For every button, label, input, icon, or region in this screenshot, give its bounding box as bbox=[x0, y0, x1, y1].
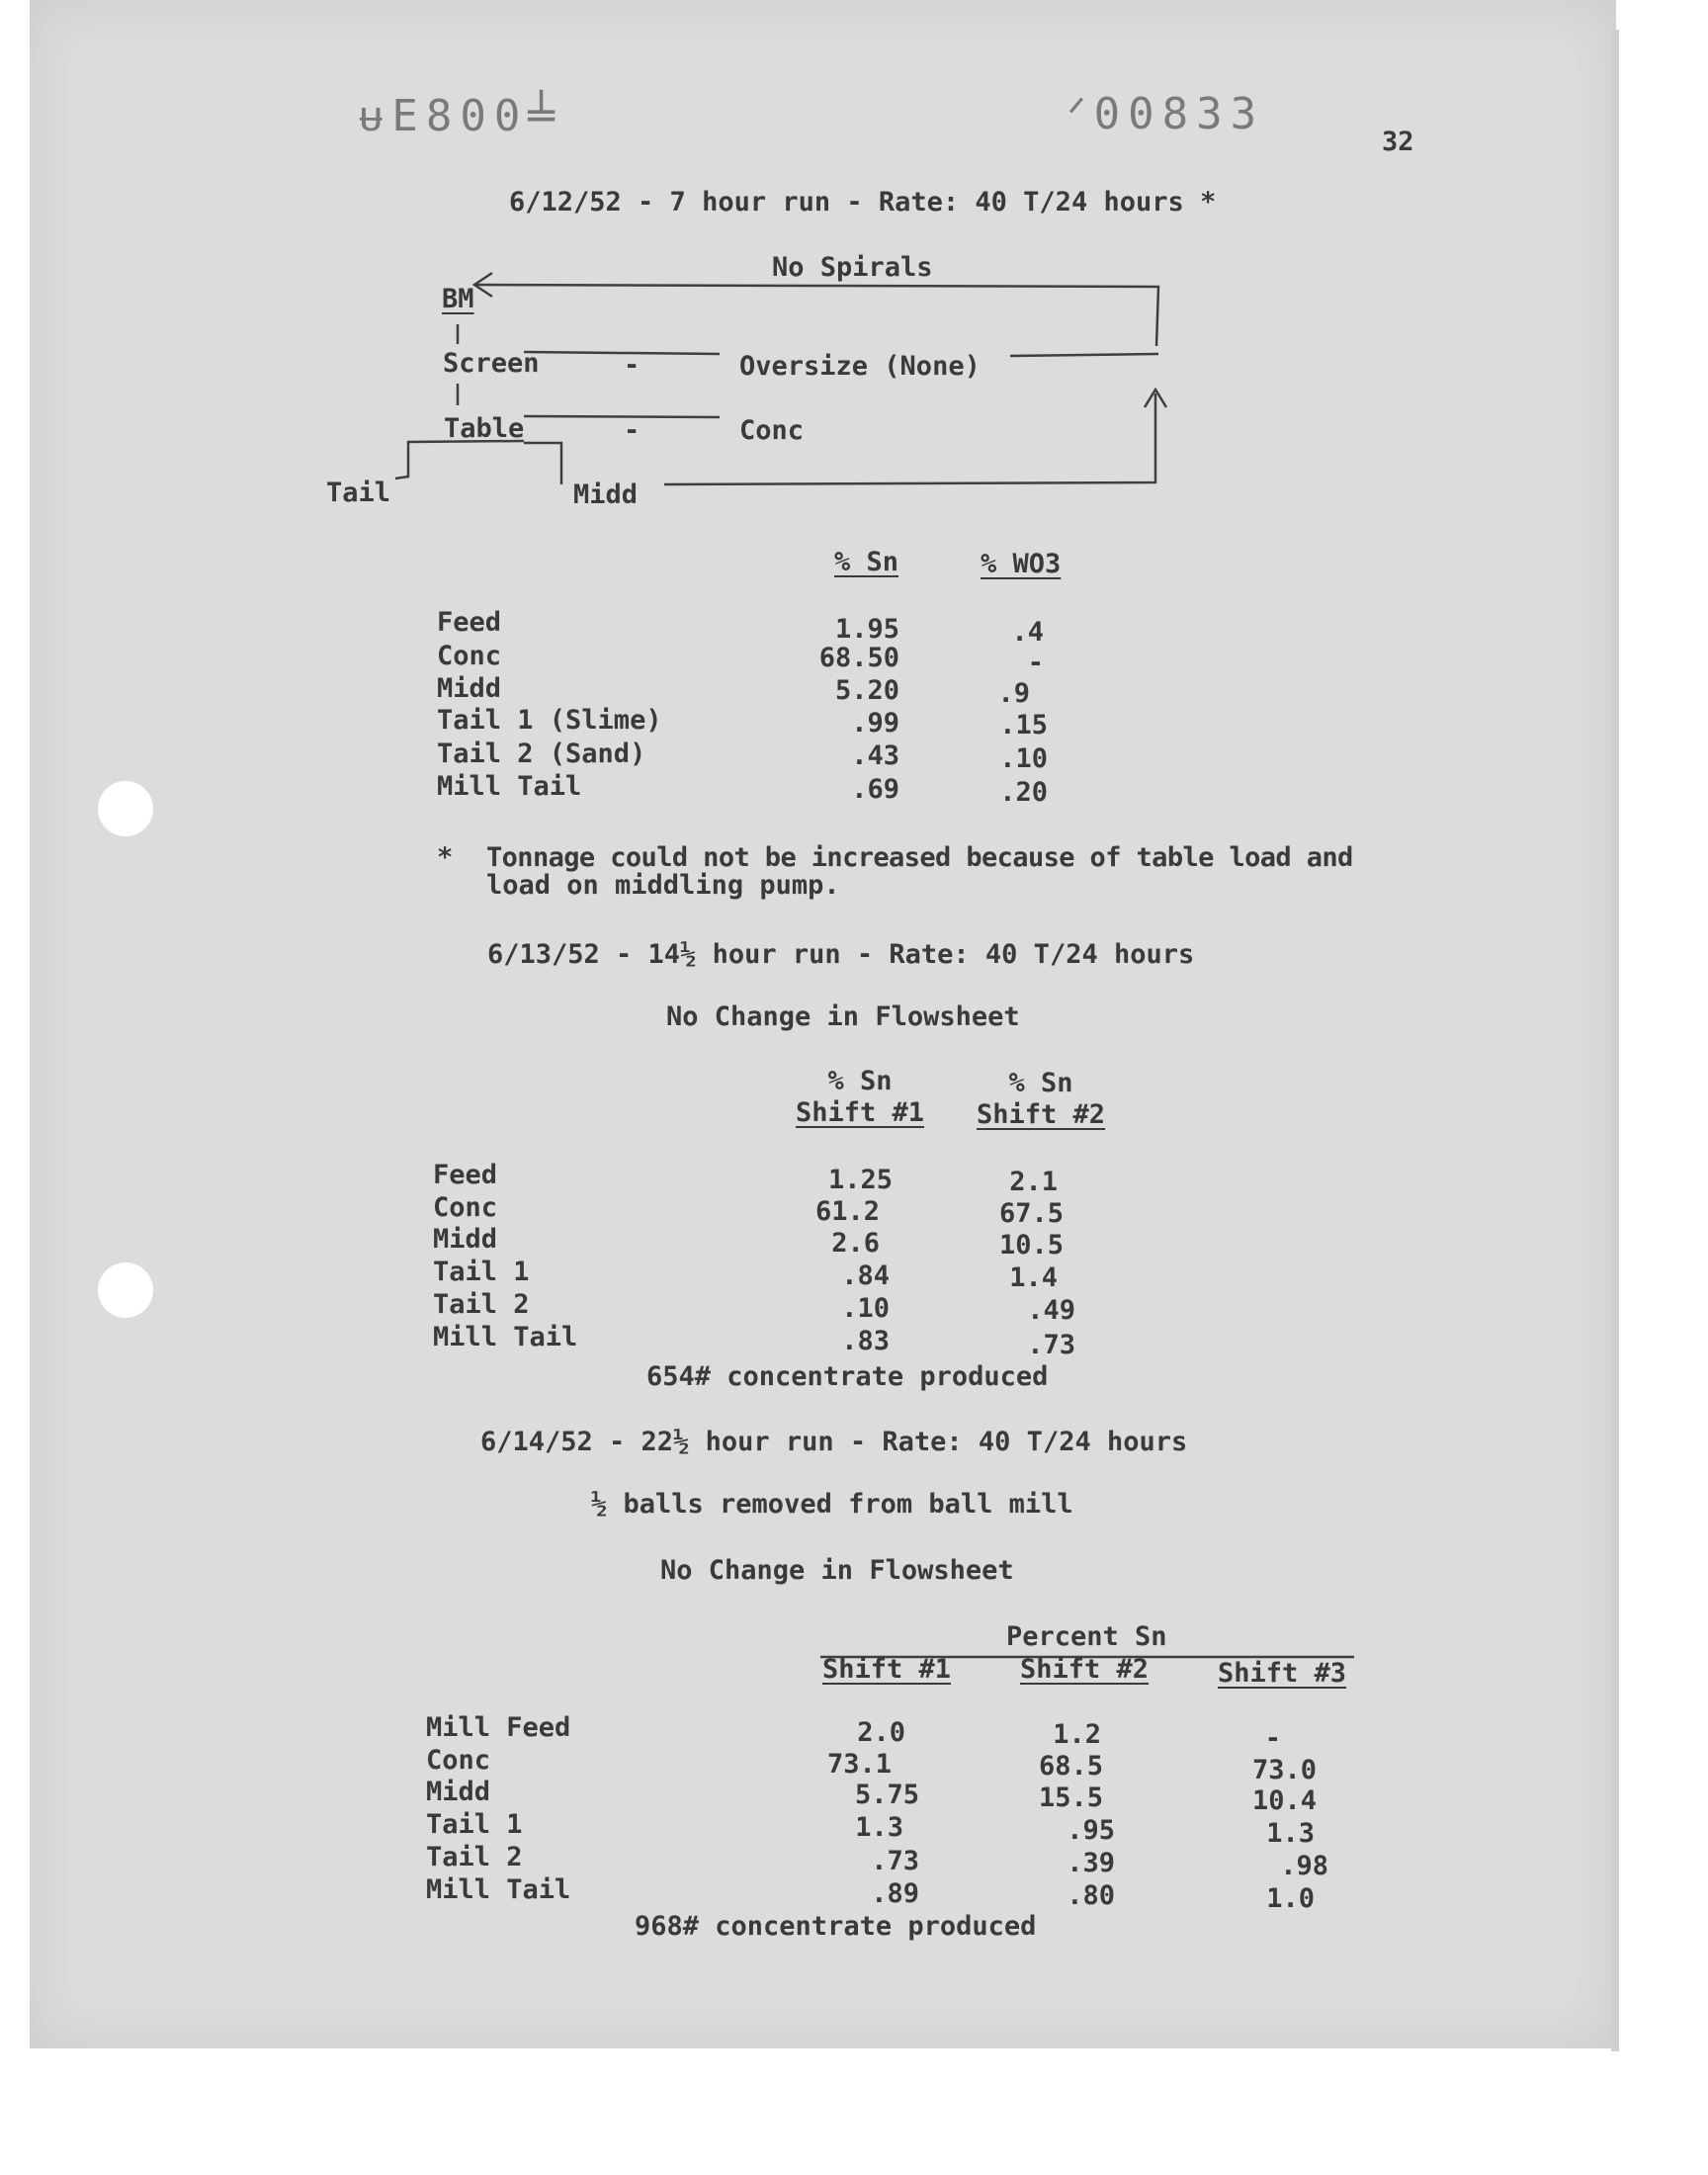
table1-wo3-value: .15 bbox=[999, 710, 1048, 740]
table3-header-shift1: Shift #1 bbox=[821, 1654, 952, 1685]
table2-header-col2-bottom: Shift #2 bbox=[977, 1099, 1106, 1130]
table2-shift1-value: .10 bbox=[841, 1293, 890, 1324]
table1-sn-value: .43 bbox=[851, 740, 899, 771]
table1-row-label: Conc bbox=[437, 641, 502, 671]
table1-wo3-value: .20 bbox=[999, 777, 1048, 808]
table2-shift2-value: 2.1 bbox=[1009, 1167, 1058, 1197]
table3-shift2-value: 68.5 bbox=[1038, 1751, 1103, 1782]
footnote-mark: * bbox=[437, 842, 454, 873]
flow-midd: Midd bbox=[573, 479, 639, 510]
table3-shift1-value: 2.0 bbox=[857, 1717, 905, 1748]
flow-table: Table bbox=[444, 413, 525, 444]
section1-title: 6/12/52 - 7 hour run - Rate: 40 T/24 hours * bbox=[509, 187, 1217, 218]
table2-shift1-value: 2.6 bbox=[831, 1228, 880, 1259]
flow-oversize: Oversize (None) bbox=[739, 351, 981, 382]
table1-row-label: Tail 1 (Slime) bbox=[437, 705, 662, 736]
table2-shift1-value: .84 bbox=[841, 1261, 890, 1291]
table2-row-label: Tail 1 bbox=[433, 1257, 530, 1287]
table3-row-label: Conc bbox=[426, 1745, 491, 1776]
section3-title: 6/14/52 - 22½ hour run - Rate: 40 T/24 hours bbox=[480, 1427, 1188, 1457]
table3-shift3-value: 10.4 bbox=[1251, 1785, 1317, 1816]
table3-shift1-value: 1.3 bbox=[855, 1812, 903, 1843]
table3-row-label: Mill Tail bbox=[426, 1874, 571, 1905]
table3-shift2-value: .39 bbox=[1067, 1848, 1115, 1878]
section3-subtitle: No Change in Flowsheet bbox=[660, 1555, 1014, 1586]
footnote-line-2: load on middling pump. bbox=[486, 870, 840, 901]
table3-shift3-value: 1.0 bbox=[1266, 1883, 1315, 1914]
document-stamp-right: ᐟ00833 bbox=[1068, 89, 1265, 139]
table3-shift2-value: .80 bbox=[1067, 1880, 1115, 1911]
flow-bm: BM bbox=[442, 284, 474, 314]
flow-screen-dash: - bbox=[624, 350, 640, 381]
table3-row-label: Tail 1 bbox=[426, 1809, 523, 1840]
section3-note: 968# concentrate produced bbox=[635, 1911, 1037, 1942]
table2-shift2-value: .73 bbox=[1027, 1330, 1075, 1360]
flow-conc: Conc bbox=[739, 415, 805, 446]
table1-row-label: Midd bbox=[437, 673, 502, 704]
table2-row-label: Mill Tail bbox=[433, 1322, 578, 1352]
table1-row-label: Tail 2 (Sand) bbox=[437, 739, 646, 769]
table1-wo3-value: .10 bbox=[999, 743, 1048, 774]
document-stamp-left: ᵾE800╧ bbox=[358, 91, 562, 141]
table3-row-label: Midd bbox=[426, 1777, 491, 1807]
table3-header-shift2: Shift #2 bbox=[1019, 1654, 1150, 1685]
table3-shift3-value: .98 bbox=[1280, 1851, 1328, 1881]
flow-no-spirals: No Spirals bbox=[772, 252, 933, 283]
section2-note: 654# concentrate produced bbox=[646, 1361, 1049, 1392]
table1-sn-value: 1.95 bbox=[834, 614, 899, 645]
table3-shift3-value: 1.3 bbox=[1266, 1818, 1315, 1849]
table3-row-label: Tail 2 bbox=[426, 1842, 523, 1872]
table1-wo3-value: .4 bbox=[1011, 617, 1044, 648]
table3-shift1-value: 73.1 bbox=[826, 1749, 892, 1780]
table2-shift2-value: 1.4 bbox=[1009, 1262, 1058, 1293]
table3-shift2-value: 15.5 bbox=[1038, 1783, 1103, 1813]
table3-group-header: Percent Sn bbox=[1006, 1621, 1167, 1652]
table2-row-label: Feed bbox=[433, 1160, 498, 1190]
table1-row-label: Feed bbox=[437, 607, 502, 638]
table1-sn-value: .99 bbox=[851, 708, 899, 739]
table2-shift1-value: .83 bbox=[841, 1326, 890, 1356]
section2-title: 6/13/52 - 14½ hour run - Rate: 40 T/24 hours bbox=[487, 939, 1195, 970]
table2-row-label: Conc bbox=[433, 1192, 498, 1223]
table3-shift3-value: 73.0 bbox=[1251, 1755, 1317, 1785]
table2-shift2-value: .49 bbox=[1027, 1295, 1075, 1326]
footnote-line-1: Tonnage could not be increased because of table load and bbox=[486, 842, 1353, 873]
table3-shift1-value: .73 bbox=[871, 1846, 919, 1876]
table2-shift2-value: 10.5 bbox=[998, 1230, 1064, 1261]
table1-header-sn: % Sn bbox=[834, 547, 899, 577]
table1-wo3-value: .9 bbox=[997, 678, 1030, 709]
table3-shift1-value: .89 bbox=[871, 1878, 919, 1909]
table2-header-col1-bottom: Shift #1 bbox=[796, 1097, 925, 1128]
table3-header-shift3: Shift #3 bbox=[1217, 1658, 1347, 1689]
section2-subtitle: No Change in Flowsheet bbox=[666, 1001, 1020, 1032]
table1-wo3-value: - bbox=[1027, 648, 1044, 678]
table1-sn-value: 68.50 bbox=[818, 643, 899, 673]
page-number: 32 bbox=[1382, 127, 1414, 157]
table3-shift3-value: - bbox=[1264, 1723, 1281, 1754]
table2-row-label: Midd bbox=[433, 1224, 498, 1255]
table2-shift2-value: 67.5 bbox=[998, 1198, 1064, 1229]
table2-shift1-value: 61.2 bbox=[814, 1196, 880, 1227]
table2-header-col1-top: % Sn bbox=[827, 1066, 893, 1096]
flow-screen: Screen bbox=[443, 348, 540, 379]
section3-subnote: ½ balls removed from ball mill bbox=[591, 1489, 1073, 1520]
flow-table-dash: - bbox=[624, 415, 640, 446]
table3-shift2-value: 1.2 bbox=[1053, 1719, 1101, 1750]
table3-shift1-value: 5.75 bbox=[854, 1780, 919, 1810]
table1-row-label: Mill Tail bbox=[437, 771, 582, 802]
table1-sn-value: 5.20 bbox=[834, 675, 899, 706]
table2-row-label: Tail 2 bbox=[433, 1289, 530, 1320]
table2-header-col2-top: % Sn bbox=[1008, 1068, 1073, 1098]
flow-tail: Tail bbox=[326, 478, 391, 508]
table3-shift2-value: .95 bbox=[1067, 1815, 1115, 1846]
table2-shift1-value: 1.25 bbox=[827, 1165, 893, 1195]
table3-row-label: Mill Feed bbox=[426, 1712, 571, 1743]
table1-header-wo3: % WO3 bbox=[981, 549, 1062, 579]
table1-sn-value: .69 bbox=[851, 774, 899, 805]
